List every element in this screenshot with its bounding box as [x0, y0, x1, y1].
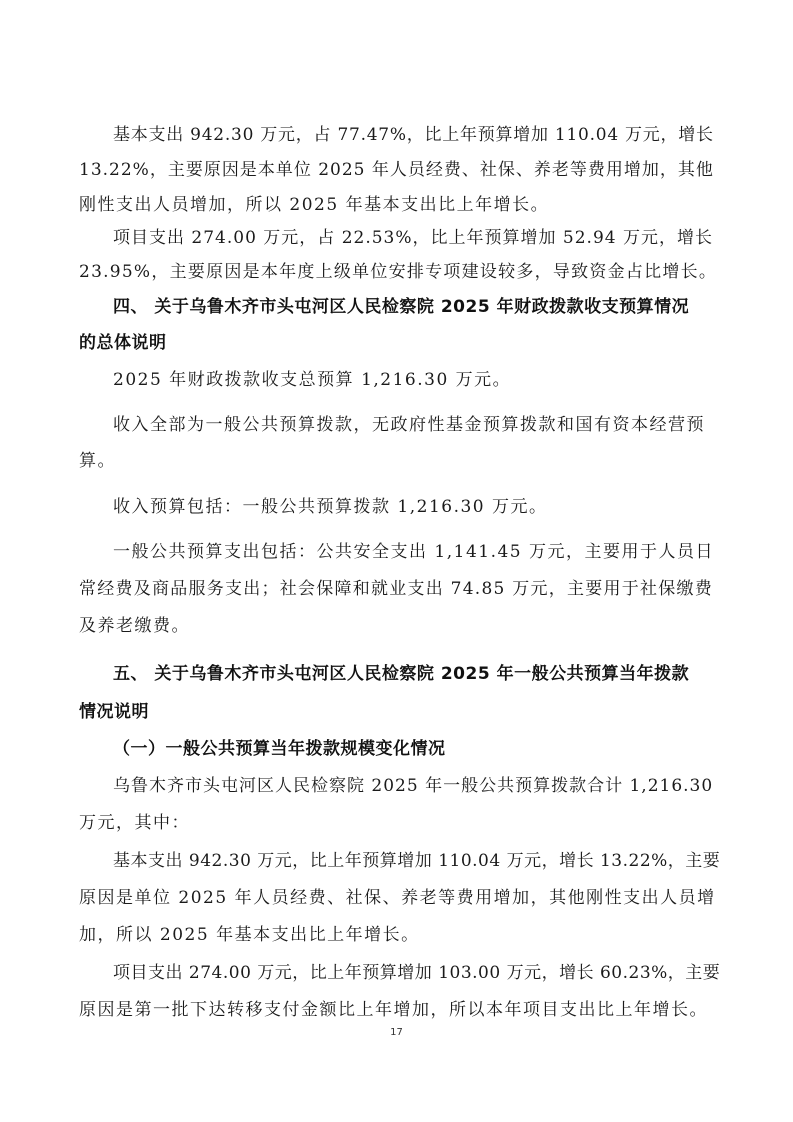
paragraph-line: 原因是第一批下达转移支付金额比上年增加，所以本年项目支出比上年增长。 [79, 1000, 708, 1020]
paragraph-line: 及养老缴费。 [79, 616, 190, 636]
paragraph-line: 一般公共预算支出包括：公共安全支出 1,141.45 万元，主要用于人员日 [113, 542, 715, 562]
paragraph-line: 乌鲁木齐市头屯河区人民检察院 2025 年一般公共预算拨款合计 1,216.30 [113, 776, 714, 796]
paragraph-line: 常经费及商品服务支出；社会保障和就业支出 74.85 万元，主要用于社保缴费 [79, 579, 713, 599]
paragraph-line: 基本支出 942.30 万元，占 77.47%，比上年预算增加 110.04 万元，增长 [113, 125, 714, 145]
paragraph-line: 基本支出 942.30 万元，比上年预算增加 110.04 万元，增长 13.22%，主要 [113, 851, 721, 871]
paragraph-line: 算。 [79, 451, 116, 471]
paragraph-line: 23.95%，主要原因是本年度上级单位安排专项建设较多，导致资金占比增长。 [79, 262, 718, 282]
paragraph-line: 项目支出 274.00 万元，占 22.53%，比上年预算增加 52.94 万元，增长 [113, 228, 713, 248]
paragraph-line: 加，所以 2025 年基本支出比上年增长。 [79, 925, 420, 945]
page-number: 17 [390, 1027, 403, 1038]
paragraph-line: 万元，其中： [79, 813, 190, 833]
paragraph-line: 原因是单位 2025 年人员经费、社保、养老等费用增加，其他刚性支出人员增 [79, 888, 716, 908]
paragraph-line: 项目支出 274.00 万元，比上年预算增加 103.00 万元，增长 60.23%，主要 [113, 963, 721, 983]
paragraph-line: 2025 年财政拨款收支总预算 1,216.30 万元。 [113, 370, 512, 390]
subsection-heading: （一）一般公共预算当年拨款规模变化情况 [113, 739, 446, 759]
section-heading: 四、 关于乌鲁木齐市头屯河区人民检察院 2025 年财政拨款收支预算情况 [113, 297, 690, 317]
paragraph-line: 收入全部为一般公共预算拨款，无政府性基金预算拨款和国有资本经营预 [113, 415, 705, 435]
paragraph-line: 13.22%，主要原因是本单位 2025 年人员经费、社保、养老等费用增加，其他 [79, 160, 714, 180]
paragraph-line: 收入预算包括：一般公共预算拨款 1,216.30 万元。 [113, 497, 548, 517]
section-heading: 五、 关于乌鲁木齐市头屯河区人民检察院 2025 年一般公共预算当年拨款 [113, 664, 690, 684]
section-heading-cont: 的总体说明 [79, 333, 167, 353]
paragraph-line: 刚性支出人员增加，所以 2025 年基本支出比上年增长。 [79, 195, 550, 215]
section-heading-cont: 情况说明 [79, 702, 149, 722]
